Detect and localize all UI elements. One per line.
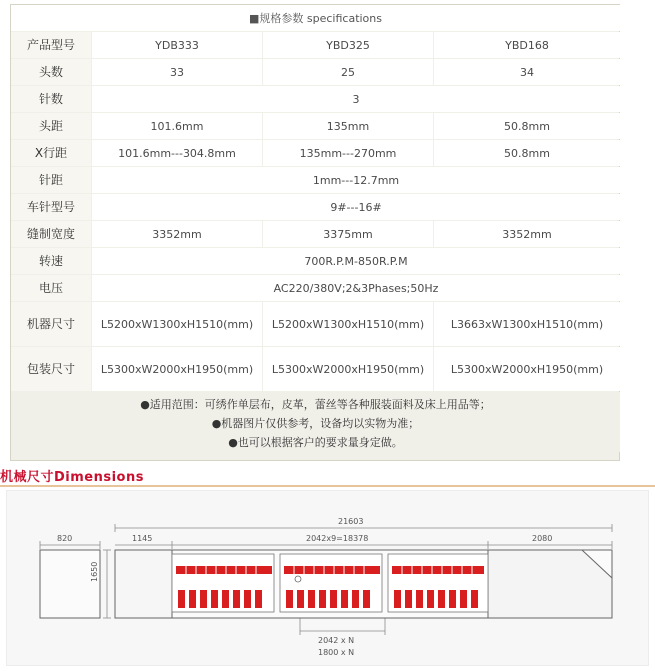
value-cell: L5200xW1300xH1510(mm)	[92, 302, 262, 346]
spec-row-needle-type	[11, 194, 620, 220]
dimensions-underline	[0, 485, 655, 487]
value-cell: 3	[92, 86, 620, 112]
spec-title-row	[11, 5, 620, 31]
value-cell: L5300xW2000xH1950(mm)	[434, 347, 620, 391]
spec-notes-row	[11, 392, 620, 452]
model-cell: YBD325	[263, 32, 433, 58]
spec-row-width	[11, 221, 620, 247]
value-cell: 50.8mm	[434, 140, 620, 166]
row-label: 转速	[11, 248, 91, 274]
frame-left-end	[115, 550, 172, 618]
value-cell: 3352mm	[92, 221, 262, 247]
value-cell: 3352mm	[434, 221, 620, 247]
value-cell: 135mm	[263, 113, 433, 139]
right-length-label: 2080	[532, 534, 553, 543]
value-cell: 700R.P.M-850R.P.M	[92, 248, 620, 274]
spec-row-model	[11, 32, 620, 58]
row-label: 头数	[11, 59, 91, 85]
row-label: 产品型号	[11, 32, 91, 58]
spec-row-head-distance	[11, 113, 620, 139]
value-cell: 3375mm	[263, 221, 433, 247]
spec-row-stitch	[11, 167, 620, 193]
value-cell: 101.6mm	[92, 113, 262, 139]
spec-row-needles	[11, 86, 620, 112]
value-cell: 33	[92, 59, 262, 85]
head-spacing-label: 2042x9=18378	[306, 534, 369, 543]
row-label: 机器尺寸	[11, 302, 91, 346]
spec-row-speed	[11, 248, 620, 274]
left-width-label: 820	[57, 534, 73, 543]
note-line: ●机器图片仅供参考，设备均以实物为准；	[211, 416, 420, 430]
gap-label: 1145	[132, 534, 153, 543]
spec-row-machine-size	[11, 302, 620, 346]
row-label: 车针型号	[11, 194, 91, 220]
row-label: 包装尺寸	[11, 347, 91, 391]
upper-heads	[176, 566, 484, 574]
height-label: 1650	[90, 561, 99, 582]
spec-row-voltage	[11, 275, 620, 301]
model-cell: YBD168	[434, 32, 620, 58]
value-cell: L5300xW2000xH1950(mm)	[263, 347, 433, 391]
spec-table	[10, 4, 621, 453]
notes-cell	[11, 392, 620, 452]
value-cell: 25	[263, 59, 433, 85]
value-cell: L3663xW1300xH1510(mm)	[434, 302, 620, 346]
frame-right-end	[488, 550, 612, 618]
row-label: X行距	[11, 140, 91, 166]
value-cell: L5200xW1300xH1510(mm)	[263, 302, 433, 346]
row-label: 电压	[11, 275, 91, 301]
spec-row-heads	[11, 59, 620, 85]
model-cell: YDB333	[92, 32, 262, 58]
value-cell: 34	[434, 59, 620, 85]
value-cell: 50.8mm	[434, 113, 620, 139]
bottom-label-1: 2042 x N	[318, 636, 355, 645]
bottom-label-2: 1800 x N	[318, 648, 355, 657]
row-label: 针距	[11, 167, 91, 193]
value-cell: L5300xW2000xH1950(mm)	[92, 347, 262, 391]
note-line: ●适用范围：可绣作单层布，皮革，蕾丝等各种服装面料及床上用品等；	[140, 397, 491, 411]
value-cell: AC220/380V;2&3Phases;50Hz	[92, 275, 620, 301]
row-label: 头距	[11, 113, 91, 139]
spec-row-x-distance	[11, 140, 620, 166]
value-cell: 135mm---270mm	[263, 140, 433, 166]
value-cell: 1mm---12.7mm	[92, 167, 620, 193]
value-cell: 101.6mm---304.8mm	[92, 140, 262, 166]
spec-title: ■规格参数 specifications	[11, 5, 620, 31]
spec-row-package-size	[11, 347, 620, 391]
note-line: ●也可以根据客户的要求量身定做。	[228, 435, 403, 449]
dimensions-title: 机械尺寸Dimensions	[0, 470, 144, 485]
control-box	[40, 550, 100, 618]
row-label: 缝制宽度	[11, 221, 91, 247]
row-label: 针数	[11, 86, 91, 112]
value-cell: 9#---16#	[92, 194, 620, 220]
total-length-label: 21603	[338, 517, 364, 526]
